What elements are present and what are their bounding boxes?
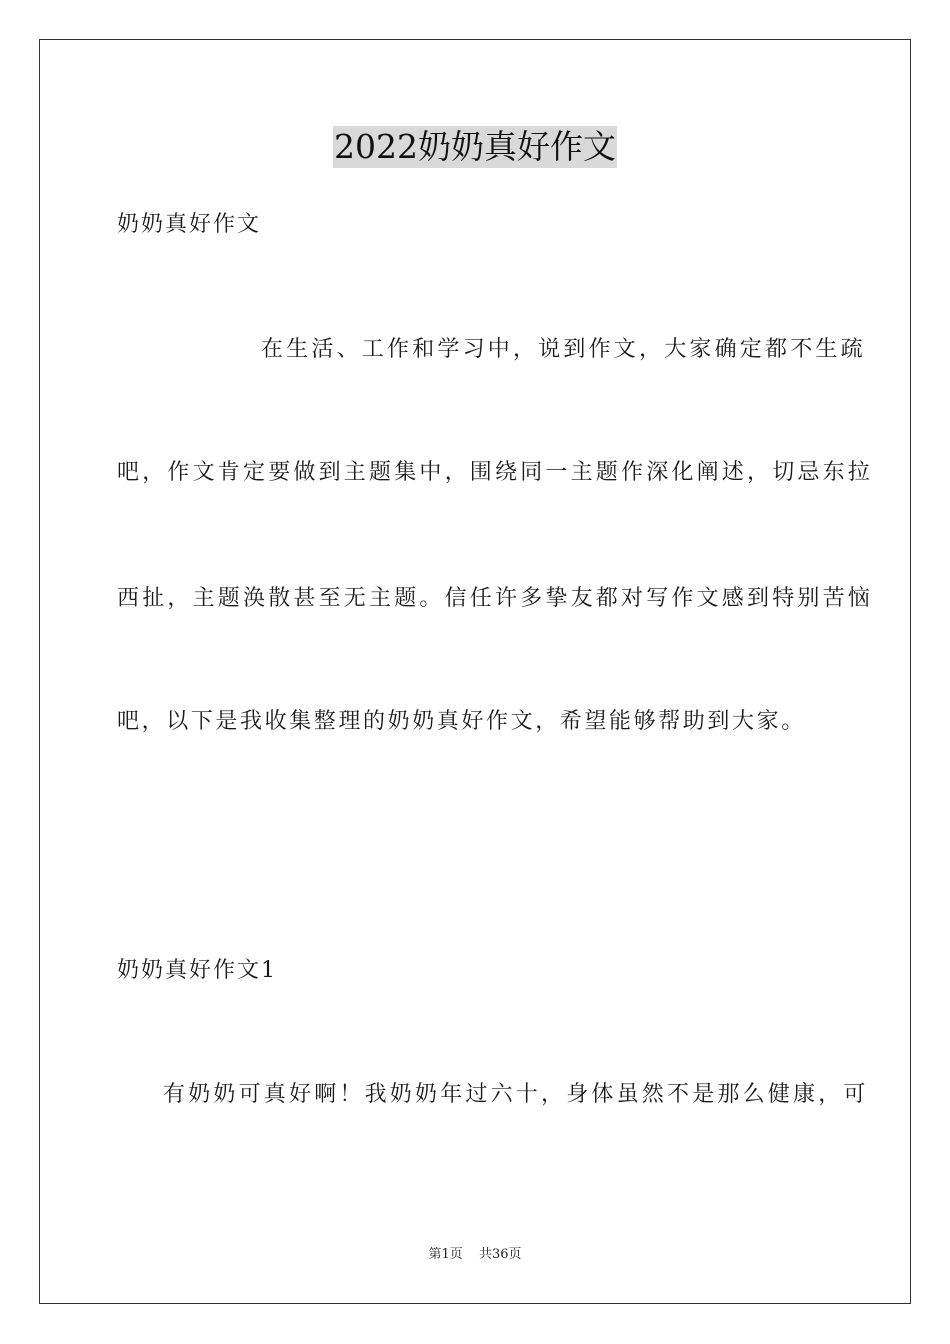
section-paragraph-line: 有奶奶可真好啊！我奶奶年过六十，身体虽然不是那么健康，可 [163,1082,869,1107]
intro-line-4: 吧，以下是我收集整理的奶奶真好作文，希望能够帮助到大家。 [117,709,806,734]
intro-line-1: 在生活、工作和学习中，说到作文，大家确定都不生疏 [261,337,866,362]
intro-line-3: 西扯，主题涣散甚至无主题。信任许多挚友都对写作文感到特别苦恼 [117,586,874,611]
intro-line-2: 吧，作文肯定要做到主题集中，围绕同一主题作深化阐述，切忌东拉 [117,460,874,485]
section-heading: 奶奶真好作文1 [117,958,277,983]
document-title: 2022奶奶真好作文 [334,127,616,166]
page-footer [0,1246,950,1264]
page-total: 共36页 [478,1247,522,1262]
page-number: 第1页 [428,1247,463,1262]
title-container [0,126,950,168]
document-subtitle: 奶奶真好作文 [117,212,262,237]
